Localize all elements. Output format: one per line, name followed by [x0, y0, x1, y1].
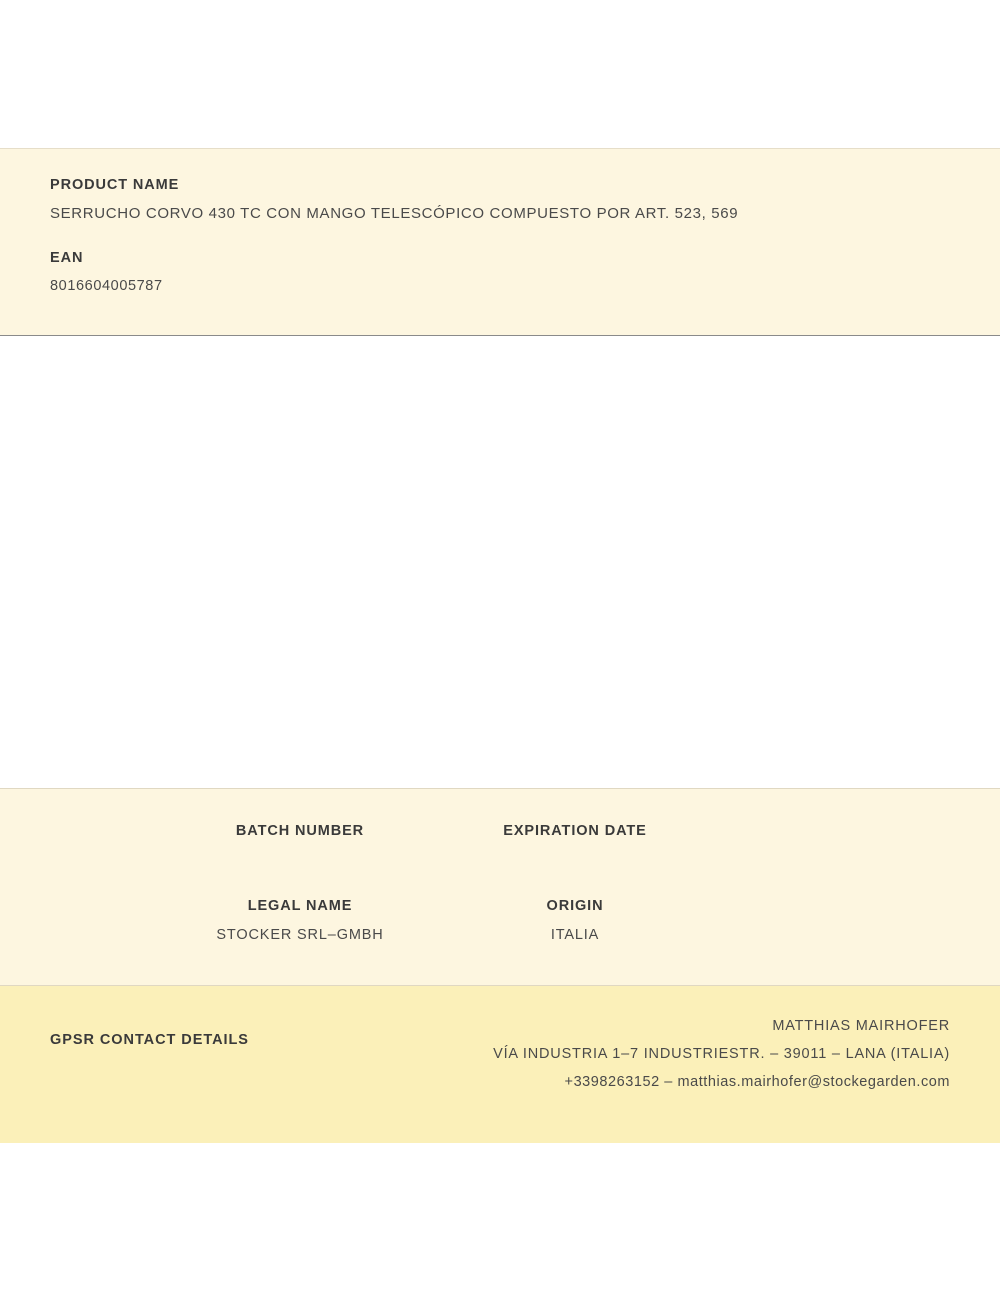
gpsr-flex [50, 1012, 950, 1096]
details-row-legal [0, 852, 1000, 943]
product-details-block [0, 788, 1000, 986]
origin-value: ITALIA [550, 927, 600, 943]
product-name-label: PRODUCT NAME [50, 177, 180, 193]
ean-label: EAN [50, 250, 84, 266]
gpsr-contact-label: GPSR CONTACT DETAILS [50, 1032, 249, 1048]
batch-number-label: BATCH NUMBER [235, 823, 365, 839]
gpsr-contact-lines [493, 1012, 950, 1096]
bottom-blank-area [0, 1143, 1000, 1300]
legal-name-value: STOCKER SRL–GMBH [216, 927, 384, 943]
batch-number-value [150, 839, 450, 852]
product-info-inner [0, 149, 1000, 294]
product-info-block [0, 148, 1000, 336]
gpsr-phone-email: +3398263152 – matthias.mairhofer@stockegarden.com [564, 1074, 950, 1090]
gpsr-contact-block [0, 986, 1000, 1143]
expiration-date-value [450, 839, 700, 852]
ean-value: 8016604005787 [50, 278, 163, 294]
blank-content-area [0, 336, 1000, 788]
legal-name-label: LEGAL NAME [247, 898, 353, 914]
origin-label: ORIGIN [546, 898, 604, 914]
details-row-batch [0, 789, 1000, 852]
legal-name-cell [150, 898, 450, 943]
origin-cell [450, 898, 700, 943]
gpsr-address: VÍA INDUSTRIA 1–7 INDUSTRIESTR. – 39011 – LANA (ITALIA) [493, 1046, 950, 1062]
expiration-date-label: EXPIRATION DATE [503, 823, 647, 839]
batch-number-cell [150, 823, 450, 852]
product-name-value: SERRUCHO CORVO 430 TC CON MANGO TELESCÓPICO COMPUESTO POR ART. 523, 569 [50, 205, 739, 222]
expiration-date-cell [450, 823, 700, 852]
gpsr-person-name: MATTHIAS MAIRHOFER [772, 1018, 950, 1034]
product-spacer [50, 222, 950, 250]
